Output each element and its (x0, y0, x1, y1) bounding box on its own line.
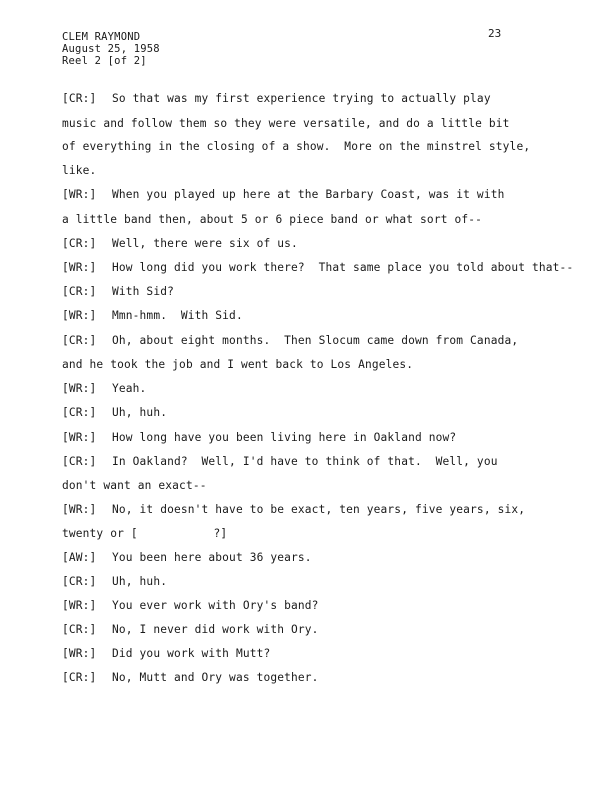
speaker-tag: [CR:] (62, 623, 97, 636)
speaker-tag: [CR:] (62, 671, 97, 684)
line-text: You ever work with Ory's band? (112, 599, 319, 612)
transcript-line (62, 551, 312, 564)
line-text: music and follow them so they were versatile, and do a little bit (62, 117, 510, 130)
line-text: No, it doesn't have to be exact, ten years, five years, six, (112, 503, 526, 516)
transcript-line (62, 431, 456, 444)
transcript-line (62, 261, 573, 274)
transcript-line (62, 575, 167, 588)
speaker-tag: [WR:] (62, 647, 97, 660)
transcript-line (62, 382, 146, 395)
transcript-line (62, 358, 413, 371)
transcript-line (62, 503, 525, 516)
transcript-line (62, 309, 243, 322)
line-text: Uh, huh. (112, 406, 168, 419)
speaker-tag: [WR:] (62, 431, 97, 444)
transcript-line (62, 188, 504, 201)
line-text: and he took the job and I went back to Los Angeles. (62, 358, 414, 371)
speaker-tag: [CR:] (62, 334, 97, 347)
line-text: like. (62, 164, 97, 177)
speaker-tag: [WR:] (62, 188, 97, 201)
transcript-line (62, 479, 207, 492)
line-text: How long did you work there? That same place you told about that-- (112, 261, 574, 274)
line-text: No, I never did work with Ory. (112, 623, 319, 636)
speaker-tag: [CR:] (62, 455, 97, 468)
line-text: So that was my first experience trying to actually play (112, 92, 491, 105)
line-text: of everything in the closing of a show. More on the minstrel style, (62, 140, 531, 153)
speaker-tag: [WR:] (62, 261, 97, 274)
speaker-tag: [CR:] (62, 406, 97, 419)
speaker-tag: [WR:] (62, 309, 97, 322)
line-text: When you played up here at the Barbary Coast, was it with (112, 188, 505, 201)
speaker-tag: [WR:] (62, 382, 97, 395)
transcript-line (62, 527, 227, 540)
transcript-line (62, 117, 510, 130)
transcript-line (62, 623, 319, 636)
line-text: You been here about 36 years. (112, 551, 312, 564)
speaker-tag: [CR:] (62, 285, 97, 298)
line-text: Well, there were six of us. (112, 237, 298, 250)
line-text: Did you work with Mutt? (112, 647, 271, 660)
reel-label: Reel 2 [of 2] (62, 55, 147, 67)
line-text: don't want an exact-- (62, 479, 207, 492)
transcript-line (62, 334, 518, 347)
transcript-line (62, 237, 298, 250)
speaker-tag: [CR:] (62, 92, 97, 105)
line-text: In Oakland? Well, I'd have to think of that. Well, you (112, 455, 498, 468)
speaker-tag: [AW:] (62, 551, 97, 564)
speaker-tag: [CR:] (62, 575, 97, 588)
speaker-tag: [CR:] (62, 237, 97, 250)
line-text: No, Mutt and Ory was together. (112, 671, 319, 684)
line-text: Oh, about eight months. Then Slocum came down from Canada, (112, 334, 519, 347)
line-text: Mmn-hmm. With Sid. (112, 309, 243, 322)
line-text: twenty or [ ?] (62, 527, 228, 540)
transcript-line (62, 92, 491, 105)
transcript-line (62, 671, 319, 684)
speaker-tag: [WR:] (62, 599, 97, 612)
transcript-line (62, 285, 174, 298)
interviewee-name: CLEM RAYMOND (62, 31, 141, 43)
transcript-line (62, 599, 319, 612)
page-number: 23 (488, 27, 502, 40)
transcript-line (62, 647, 270, 660)
line-text: How long have you been living here in Oakland now? (112, 431, 457, 444)
transcript-line (62, 164, 96, 177)
transcript-line (62, 455, 498, 468)
speaker-tag: [WR:] (62, 503, 97, 516)
line-text: a little band then, about 5 or 6 piece band or what sort of-- (62, 213, 483, 226)
line-text: With Sid? (112, 285, 174, 298)
transcript-line (62, 406, 167, 419)
line-text: Yeah. (112, 382, 147, 395)
transcript-line (62, 140, 530, 153)
transcript-line (62, 213, 482, 226)
line-text: Uh, huh. (112, 575, 168, 588)
interview-date: August 25, 1958 (62, 43, 160, 55)
